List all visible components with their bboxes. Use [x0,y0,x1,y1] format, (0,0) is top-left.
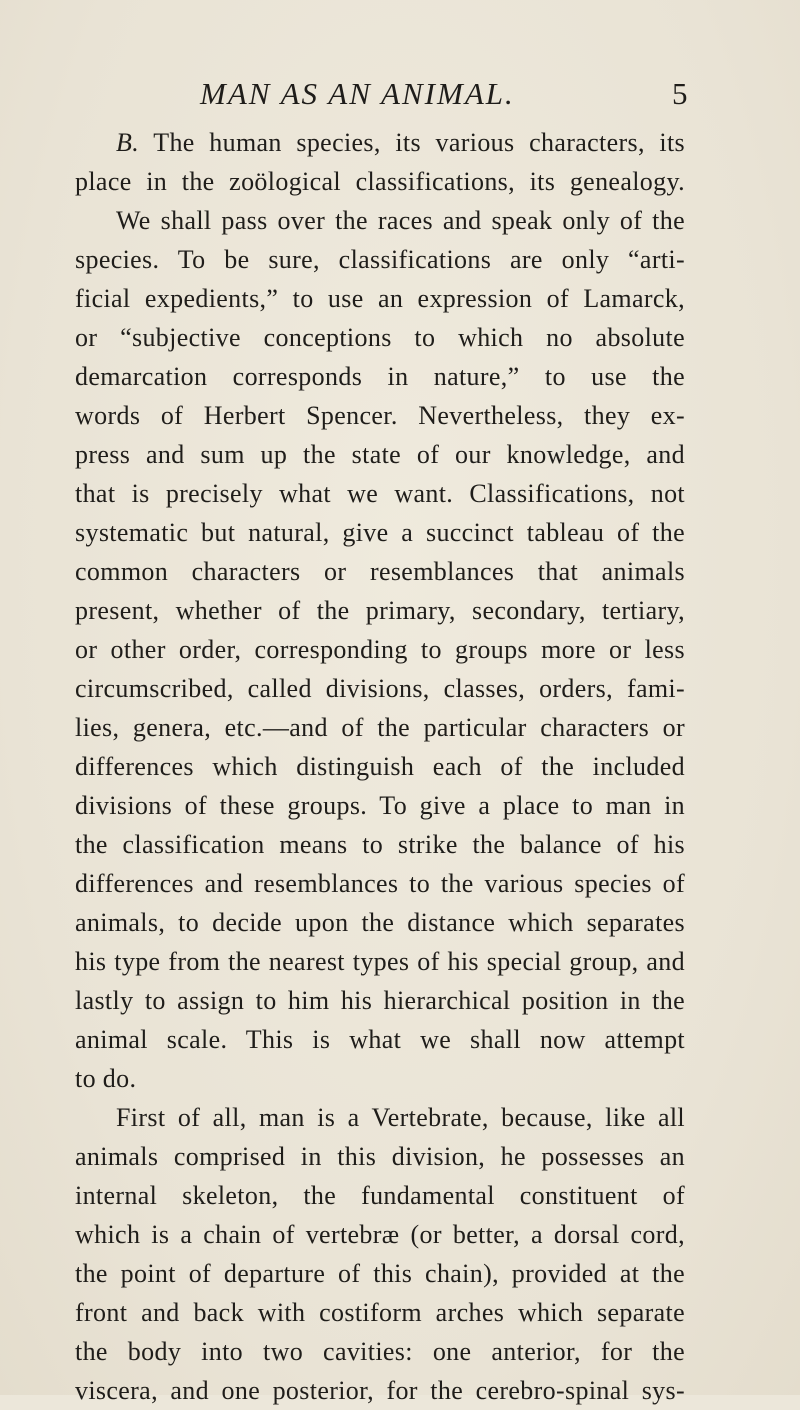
text-line: the point of departure of this chain), provided at the [75,1259,685,1288]
page-number: 5 [672,76,688,111]
text-line: demarcation corresponds in nature,” to use the [75,362,685,391]
text-line [116,124,685,162]
text-line: lastly to assign to him his hierarchical position in the [75,986,685,1015]
text-line: to do. [75,1064,137,1093]
text-line: ficial expedients,” to use an expression of Lamarck, [75,284,685,313]
text-line: species. To be sure, classifications are only “arti- [75,245,685,274]
running-title: MAN AS AN ANIMAL. [200,76,515,111]
text-line: viscera, and one posterior, for the cerebro-spinal sys- [75,1376,685,1405]
running-head [0,74,800,114]
text-line: lies, genera, etc.—and of the particular characters or [75,713,685,742]
text-line: front and back with costiform arches which separate [75,1298,685,1327]
text-line: circumscribed, called divisions, classes, orders, fami- [75,674,685,703]
text-line-content: The human species, its various characters, its [139,128,685,157]
text-line: differences and resemblances to the various species of [75,869,685,898]
text-line: or “subjective conceptions to which no absolute [75,323,685,352]
text-line: systematic but natural, give a succinct tableau of the [75,518,685,547]
text-line: words of Herbert Spencer. Nevertheless, they ex- [75,401,685,430]
text-line: animals, to decide upon the distance which separates [75,908,685,937]
text-line: which is a chain of vertebræ (or better, a dorsal cord, [75,1220,685,1249]
text-line: place in the zoölogical classifications, its genealogy. [75,167,685,196]
text-line: animals comprised in this division, he possesses an [75,1142,685,1171]
text-line: the classification means to strike the balance of his [75,830,685,859]
text-line: animal scale. This is what we shall now attempt [75,1025,685,1054]
text-line: First of all, man is a Vertebrate, because, like all [116,1103,685,1132]
section-letter: B. [116,128,140,157]
text-line: or other order, corresponding to groups more or less [75,635,685,664]
text-line: his type from the nearest types of his special group, and [75,947,685,976]
text-line: press and sum up the state of our knowledge, and [75,440,685,469]
text-line: the body into two cavities: one anterior, for the [75,1337,685,1366]
text-line: divisions of these groups. To give a place to man in [75,791,685,820]
text-line: that is precisely what we want. Classifications, not [75,479,685,508]
text-line: We shall pass over the races and speak only of the [116,206,685,235]
text-line: present, whether of the primary, secondary, tertiary, [75,596,685,625]
text-line: differences which distinguish each of the included [75,752,685,781]
text-line: internal skeleton, the fundamental constituent of [75,1181,685,1210]
text-line: common characters or resemblances that animals [75,557,685,586]
